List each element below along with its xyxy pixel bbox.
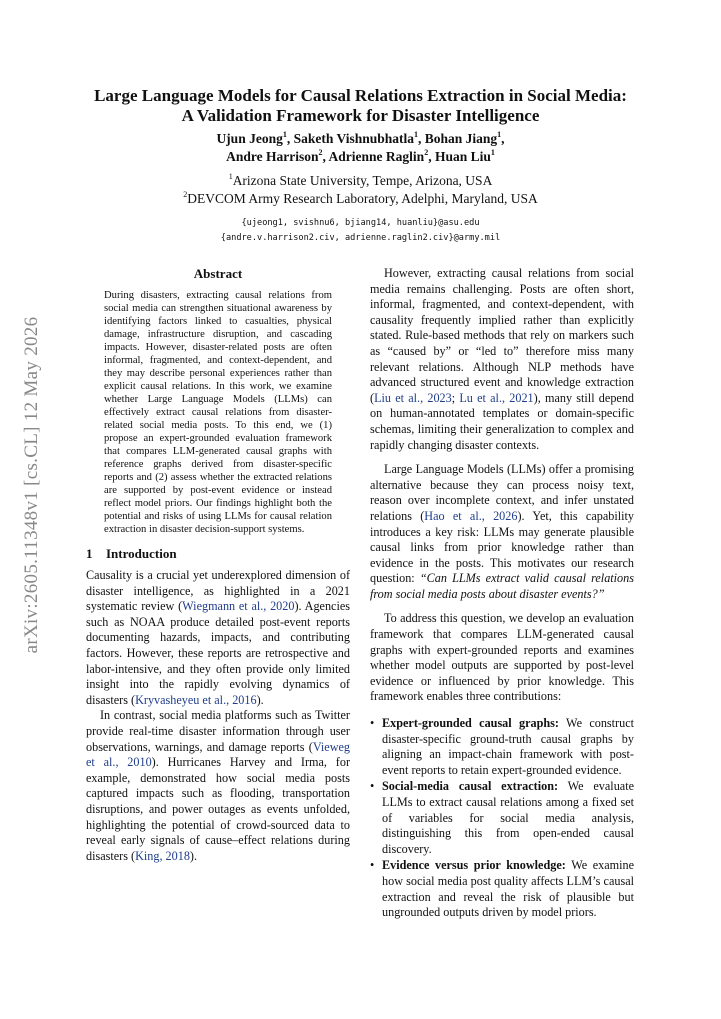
contribution-item [370,779,634,857]
contribution-heading: Evidence versus prior knowledge: [382,858,566,873]
paragraph-text: ). Agencies such as NOAA produce detailed post-event reports documenting hazards, impacts, and contributing factors. However, these reports are retrospective and labor-intensive, and they often provide only limited insight into the rapidly evolving dynamics of disasters ( [86,599,350,707]
section-heading [86,546,350,562]
paragraph-text: Large Language Models (LLMs) offer a promising alternative because they can process noisy text, reason over incomplete context, and infer unstated relations ( [370,462,634,523]
author-affiliation-mark: 1 [282,129,287,139]
paragraph-text: In contrast, social media platforms such as Twitter provide real-time disaster information through user observations, warnings, and damage reports ( [86,708,350,754]
author-name: Huan Liu [434,149,491,164]
author-name: Ujun Jeong [216,131,283,146]
abstract-heading: Abstract [193,266,243,281]
right-paragraph-2 [370,462,634,602]
author-name: Bohan Jiang [424,131,498,146]
citation-link[interactable]: King, 2018 [135,848,190,863]
affiliation-text: Arizona State University, Tempe, Arizona, USA [232,173,493,188]
left-column [86,266,350,864]
author-list [70,130,651,166]
contribution-item [370,716,634,778]
email-line: {ujeong1, svishnu6, bjiang14, huanliu}@asu.edu [241,218,480,228]
author-affiliation-mark: 1 [490,147,495,157]
paragraph-text: However, extracting causal relations from social media remains challenging. Posts are often short, informal, fragmented, and context-dependent, with causality frequently implied rather than explicitly stated. Rule-based methods that rely on markers such as “caused by” or “led to” therefore miss many relevant relations. Although NLP methods have advanced structured event and knowledge extraction ( [370,266,634,405]
contribution-heading: Expert-grounded causal graphs: [382,716,559,731]
author-separator: , [286,131,294,146]
citation-link[interactable]: Kryvasheyeu et al., 2016 [135,692,257,707]
author-affiliation-mark: 1 [414,129,419,139]
title-line-1: Large Language Models for Causal Relations Extraction in Social Media: [94,86,627,105]
paper-title [70,86,651,126]
contribution-text: We evaluate LLMs to extract causal relations among a fixed set of variables for social media analysis, distinguishing this from open-ended causal discovery. [382,779,634,856]
contribution-item [370,858,634,920]
paragraph-text: ; [451,390,460,405]
intro-paragraph-1 [86,568,350,708]
author-affiliation-mark: 1 [497,129,502,139]
author-separator: , [428,149,435,164]
arxiv-id: arXiv:2605.11348v1 [cs.CL] 12 May 2026 [21,316,42,654]
author-line-2 [70,148,651,166]
email-list [70,216,651,246]
title-line-2: A Validation Framework for Disaster Intelligence [181,106,540,125]
affiliation-list [70,172,651,208]
author-separator: , [322,149,329,164]
section-number: 1 [86,546,93,561]
contribution-heading: Social-media causal extraction: [382,779,559,794]
contribution-text: We examine how social media post quality affects LLM’s causal extraction and reveal the risk of plausible but ungrounded outputs driven by model priors. [382,858,635,920]
author-separator: , [501,131,505,146]
author-affiliation-mark: 2 [318,147,323,157]
paragraph-text: ), many still depend on human-annotated templates or domain-specific schemas, limiting their generalization to complex and rapidly changing disaster contexts. [370,390,635,452]
intro-paragraph-2 [86,708,350,864]
author-affiliation-mark: 2 [424,147,429,157]
citation-link[interactable]: Hao et al., 2026 [424,508,518,523]
citation-link[interactable]: Liu et al., 2023 [374,390,452,405]
affiliation [70,172,651,190]
citation-link[interactable]: Lu et al., 2021 [459,390,534,405]
paragraph-text: ). [256,692,264,707]
right-column [370,266,634,922]
bullet-icon: • [370,858,375,873]
citation-link[interactable]: Vieweg et al., 2010 [86,739,350,770]
affiliation-number: 2 [183,189,188,199]
email-line: {andre.v.harrison2.civ, adrienne.raglin2.civ}@army.mil [220,233,501,243]
affiliation-number: 1 [228,171,233,181]
abstract-body: During disasters, extracting causal relations from social media can strengthen situational awareness by identifying factors linked to casualties, physical damage, infrastructure disruption, and cascading impacts. However, disaster-related posts are often informal, fragmented, and context-dependent, and they may describe personal experiences rather than explicit causal relations. In this work, we examine whether Large Language Models (LLMs) can effectively extract causal relations from disaster-related social media posts. To this end, we (1) propose an expert-grounded evaluation framework that compares LLM-generated causal graphs with reference graphs derived from disaster-specific reports and (2) assess whether the extracted relations are supported by post-event evidence or instead reflect model priors. Our findings highlight both the potential and risks of using LLMs for causal relation extraction in disaster decision-support systems. [104,290,332,535]
contribution-text: We construct disaster-specific ground-truth causal graphs by aligning an impact-chain framework with post-event reports to retain expert-grounded evidence. [382,716,634,777]
paragraph-text: ). Yet, this capability introduces a key risk: LLMs may generate plausible causal links from prior knowledge rather than evidence in the posts. This motivates our research question: [370,508,634,586]
paragraph-text: Causality is a crucial yet underexplored dimension of disaster intelligence, as highlighted in a 2021 systematic review ( [86,568,350,614]
right-paragraph-1 [370,266,634,453]
right-paragraph-3: To address this question, we develop an evaluation framework that compares LLM-generated causal graphs with expert-grounded reports and examines whether model outputs are supported by post-level evidence or influenced by prior knowledge. This framework enables three contributions: [370,611,634,704]
author-separator: , [418,131,425,146]
paragraph-text: ). Hurricanes Harvey and Irma, for example, demonstrated how social media posts captured impacts such as flooding, transportation disruptions, and power outages as events unfolded, highlighting the potential of crowd-sourced data to reveal early signals of cause–effect relations during disasters ( [86,755,350,863]
affiliation-text: DEVCOM Army Research Laboratory, Adelphi, Maryland, USA [187,191,538,206]
section-title: Introduction [106,546,177,561]
citation-link[interactable]: Wiegmann et al., 2020 [182,599,295,614]
contribution-list [370,716,634,921]
author-name: Andre Harrison [226,149,319,164]
bullet-icon: • [370,716,375,731]
author-line-1 [70,130,651,148]
affiliation [70,190,651,208]
author-name: Saketh Vishnubhatla [293,131,415,146]
author-name: Adrienne Raglin [328,149,425,164]
research-question: “Can LLMs extract valid causal relations from social media posts about disaster events?” [370,571,634,601]
arxiv-stamp [20,290,44,680]
bullet-icon: • [370,779,375,794]
paragraph-text: ). [189,848,198,863]
